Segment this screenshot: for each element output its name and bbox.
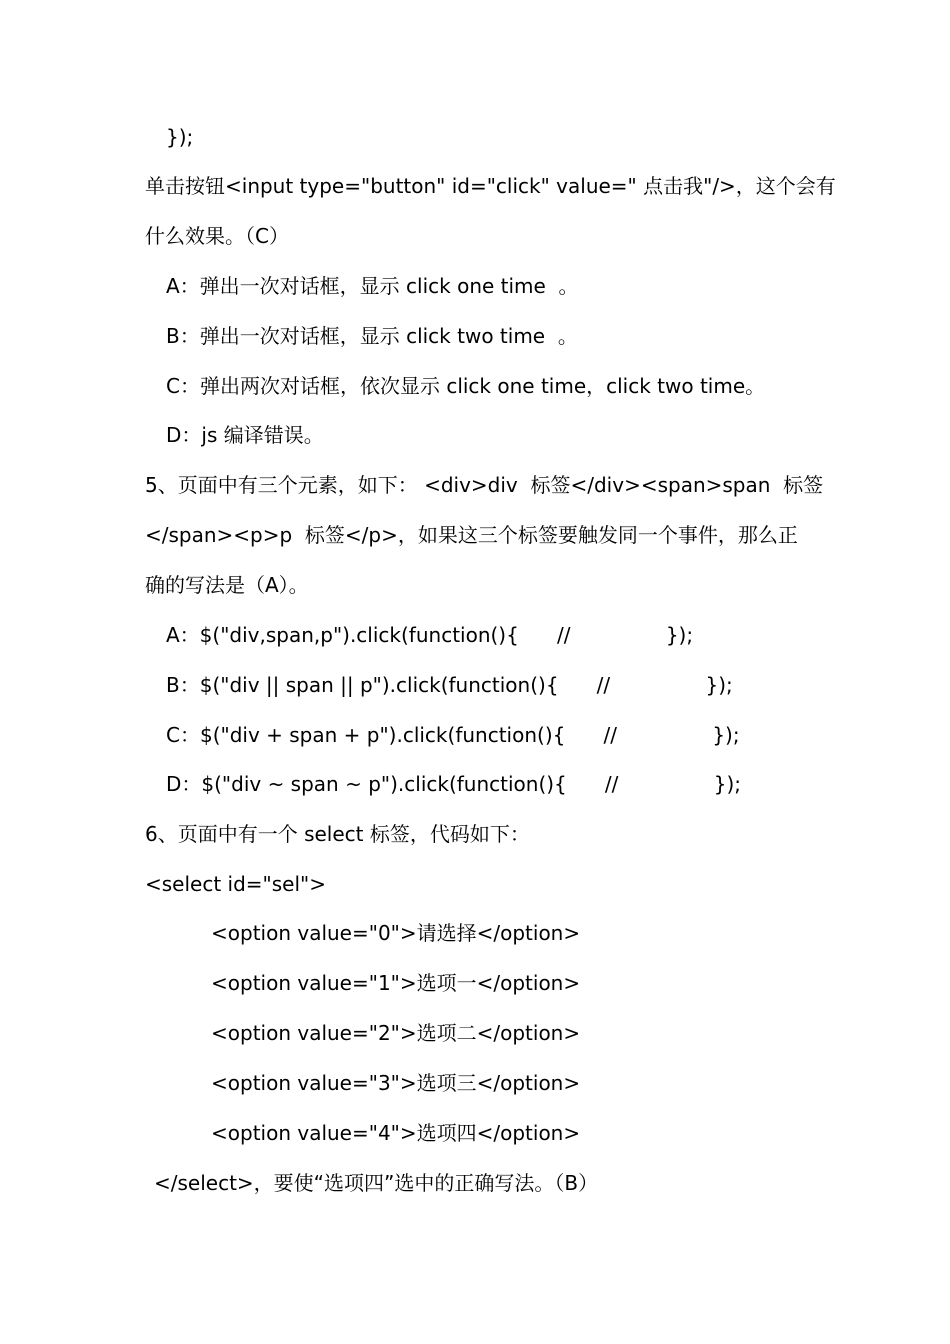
select-open-tag: <select id="sel"> (145, 872, 326, 896)
question-4-option-c: C：弹出两次对话框，依次显示 click one time，click two time。 (166, 374, 766, 398)
question-5-option-b: B：$("div || span || p").click(function(){ // }); (166, 673, 733, 697)
question-5-option-d: D：$("div ~ span ~ p").click(function(){ // }); (166, 772, 742, 796)
question-4-option-d: D：js 编译错误。 (166, 423, 324, 447)
question-5-text-line-2: </span><p>p 标签</p>，如果这三个标签要触发同一个事件，那么正 (145, 523, 798, 547)
question-5-option-c: C：$("div + span + p").click(function(){ // }); (166, 723, 740, 747)
option-line: <option value="1">选项一</option> (211, 971, 581, 995)
question-6-text: 6、页面中有一个 select 标签，代码如下： (145, 822, 530, 846)
option-line: <option value="2">选项二</option> (211, 1021, 581, 1045)
question-4-option-b: B：弹出一次对话框，显示 click two time 。 (166, 324, 578, 348)
question-4-option-a: A：弹出一次对话框，显示 click one time 。 (166, 274, 579, 298)
option-line: <option value="4">选项四</option> (211, 1121, 581, 1145)
question-5-option-a: A：$("div,span,p").click(function(){ // }); (166, 623, 694, 647)
option-line: <option value="3">选项三</option> (211, 1071, 581, 1095)
question-5-text-line-3: 确的写法是（A）。 (145, 573, 309, 597)
question-4-text-line-1: 单击按钮<input type="button" id="click" value=" 点击我"/>，这个会有 (145, 174, 836, 198)
question-4-text-line-2: 什么效果。（C） (145, 224, 289, 248)
question-5-text-line-1: 5、页面中有三个元素，如下： <div>div 标签</div><span>span 标签 (145, 473, 824, 497)
code-closing-line: }); (166, 125, 194, 149)
option-line: <option value="0">请选择</option> (211, 921, 581, 945)
select-close-line: </select>，要使“选项四”选中的正确写法。（B） (154, 1171, 599, 1195)
